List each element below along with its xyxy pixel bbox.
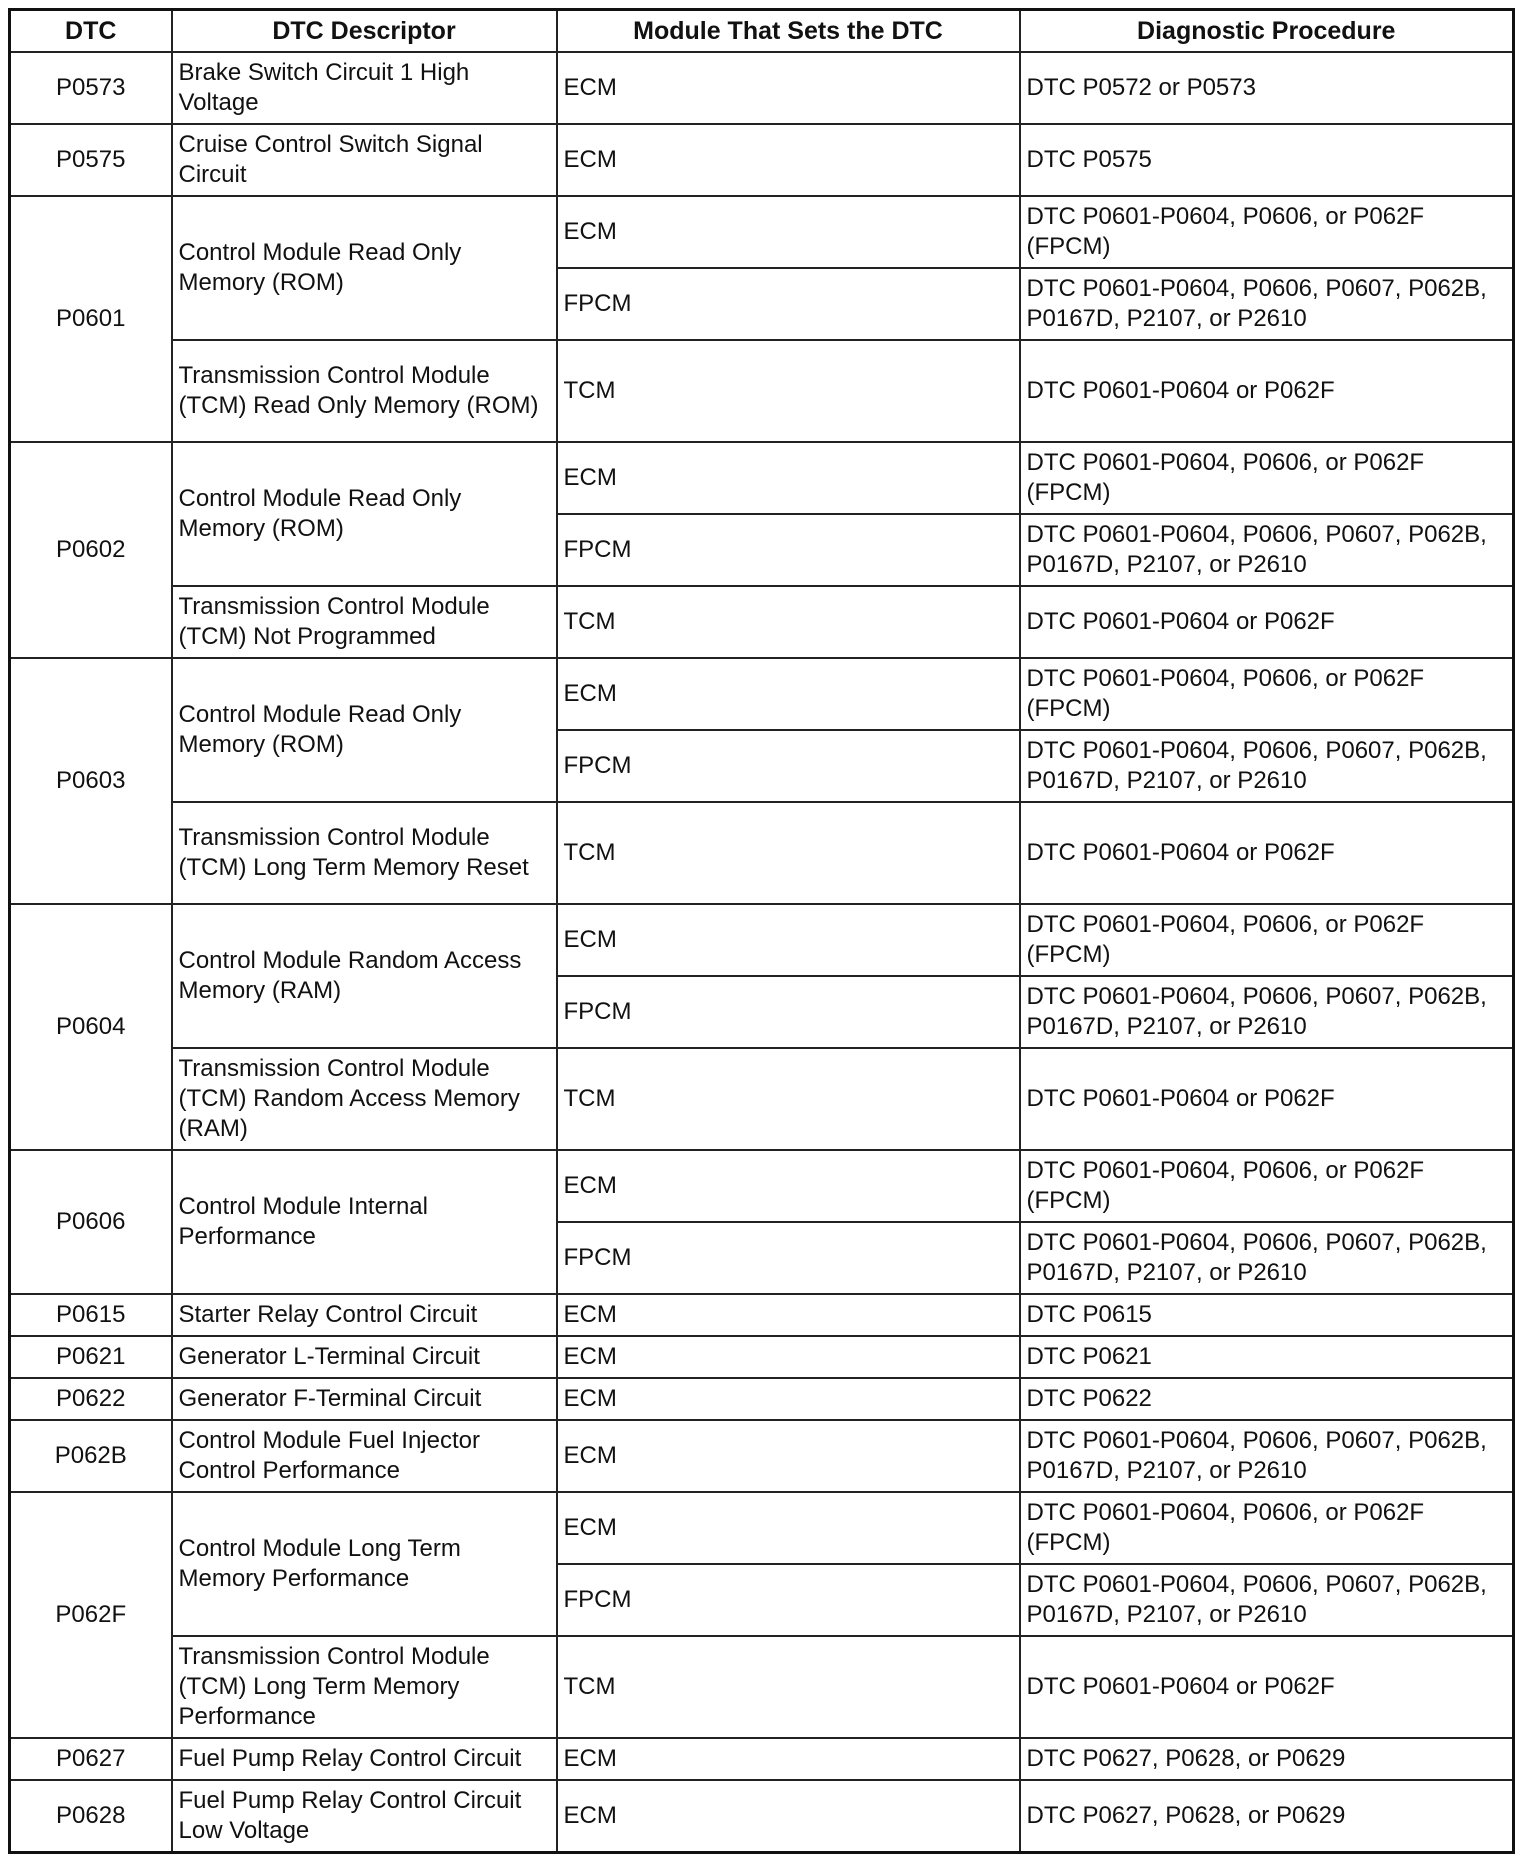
dtc-descriptor: Control Module Read Only Memory (ROM) — [172, 442, 557, 586]
procedure: DTC P0601-P0604, P0606, P0607, P062B, P0167D, P2107, or P2610 — [1020, 1222, 1514, 1294]
dtc-code: P0604 — [10, 904, 172, 1150]
procedure: DTC P0601-P0604, P0606, P0607, P062B, P0167D, P2107, or P2610 — [1020, 268, 1514, 340]
procedure: DTC P0601-P0604, P0606, P0607, P062B, P0167D, P2107, or P2610 — [1020, 976, 1514, 1048]
dtc-descriptor: Generator F-Terminal Circuit — [172, 1378, 557, 1420]
module: ECM — [557, 1780, 1020, 1852]
procedure: DTC P0601-P0604, P0606, or P062F (FPCM) — [1020, 196, 1514, 268]
procedure: DTC P0601-P0604, P0606, P0607, P062B, P0167D, P2107, or P2610 — [1020, 730, 1514, 802]
module: ECM — [557, 52, 1020, 124]
dtc-descriptor: Fuel Pump Relay Control Circuit — [172, 1738, 557, 1780]
dtc-table — [8, 8, 1515, 1854]
procedure: DTC P0601-P0604, P0606, or P062F (FPCM) — [1020, 442, 1514, 514]
module: ECM — [557, 124, 1020, 196]
dtc-descriptor: Transmission Control Module (TCM) Not Programmed — [172, 586, 557, 658]
header-row — [10, 10, 1514, 53]
dtc-descriptor: Control Module Internal Performance — [172, 1150, 557, 1294]
table-row — [10, 802, 1514, 904]
module: ECM — [557, 1420, 1020, 1492]
procedure: DTC P0601-P0604 or P062F — [1020, 802, 1514, 904]
dtc-code: P0627 — [10, 1738, 172, 1780]
module: ECM — [557, 1294, 1020, 1336]
dtc-descriptor: Control Module Long Term Memory Performance — [172, 1492, 557, 1636]
dtc-code: P0628 — [10, 1780, 172, 1852]
module: ECM — [557, 1378, 1020, 1420]
module: ECM — [557, 658, 1020, 730]
dtc-descriptor: Cruise Control Switch Signal Circuit — [172, 124, 557, 196]
table-row — [10, 658, 1514, 730]
procedure: DTC P0575 — [1020, 124, 1514, 196]
dtc-code: P0575 — [10, 124, 172, 196]
dtc-code: P062F — [10, 1492, 172, 1738]
procedure: DTC P0622 — [1020, 1378, 1514, 1420]
dtc-descriptor: Control Module Read Only Memory (ROM) — [172, 658, 557, 802]
procedure: DTC P0627, P0628, or P0629 — [1020, 1780, 1514, 1852]
table-row — [10, 1780, 1514, 1852]
module: ECM — [557, 442, 1020, 514]
dtc-code: P062B — [10, 1420, 172, 1492]
table-row — [10, 1294, 1514, 1336]
dtc-descriptor: Transmission Control Module (TCM) Long Term Memory Performance — [172, 1636, 557, 1738]
module: FPCM — [557, 976, 1020, 1048]
procedure: DTC P0601-P0604 or P062F — [1020, 1048, 1514, 1150]
module: FPCM — [557, 268, 1020, 340]
procedure: DTC P0601-P0604, P0606, or P062F (FPCM) — [1020, 904, 1514, 976]
table-header — [10, 10, 1514, 53]
dtc-descriptor: Starter Relay Control Circuit — [172, 1294, 557, 1336]
table-row — [10, 1420, 1514, 1492]
table-body — [10, 52, 1514, 1852]
document-page — [8, 8, 1512, 1856]
dtc-descriptor: Brake Switch Circuit 1 High Voltage — [172, 52, 557, 124]
procedure: DTC P0601-P0604, P0606, or P062F (FPCM) — [1020, 658, 1514, 730]
dtc-code: P0603 — [10, 658, 172, 904]
procedure: DTC P0572 or P0573 — [1020, 52, 1514, 124]
dtc-descriptor: Control Module Random Access Memory (RAM) — [172, 904, 557, 1048]
procedure: DTC P0601-P0604, P0606, P0607, P062B, P0167D, P2107, or P2610 — [1020, 514, 1514, 586]
module: TCM — [557, 1048, 1020, 1150]
dtc-descriptor: Control Module Read Only Memory (ROM) — [172, 196, 557, 340]
module: TCM — [557, 1636, 1020, 1738]
header-module: Module That Sets the DTC — [557, 10, 1020, 53]
table-row — [10, 1738, 1514, 1780]
table-row — [10, 340, 1514, 442]
header-dtc: DTC — [10, 10, 172, 53]
dtc-descriptor: Transmission Control Module (TCM) Random Access Memory (RAM) — [172, 1048, 557, 1150]
procedure: DTC P0601-P0604 or P062F — [1020, 1636, 1514, 1738]
dtc-code: P0602 — [10, 442, 172, 658]
module: TCM — [557, 802, 1020, 904]
dtc-descriptor: Transmission Control Module (TCM) Read Only Memory (ROM) — [172, 340, 557, 442]
dtc-descriptor: Control Module Fuel Injector Control Performance — [172, 1420, 557, 1492]
table-row — [10, 196, 1514, 268]
dtc-descriptor: Fuel Pump Relay Control Circuit Low Voltage — [172, 1780, 557, 1852]
module: TCM — [557, 586, 1020, 658]
procedure: DTC P0621 — [1020, 1336, 1514, 1378]
module: ECM — [557, 1150, 1020, 1222]
procedure: DTC P0601-P0604, P0606, or P062F (FPCM) — [1020, 1150, 1514, 1222]
module: ECM — [557, 1336, 1020, 1378]
module: ECM — [557, 1492, 1020, 1564]
procedure: DTC P0601-P0604, P0606, or P062F (FPCM) — [1020, 1492, 1514, 1564]
procedure: DTC P0627, P0628, or P0629 — [1020, 1738, 1514, 1780]
table-row — [10, 442, 1514, 514]
table-row — [10, 52, 1514, 124]
table-row — [10, 1636, 1514, 1738]
procedure: DTC P0601-P0604 or P062F — [1020, 586, 1514, 658]
dtc-code: P0615 — [10, 1294, 172, 1336]
header-procedure: Diagnostic Procedure — [1020, 10, 1514, 53]
procedure: DTC P0601-P0604, P0606, P0607, P062B, P0167D, P2107, or P2610 — [1020, 1420, 1514, 1492]
procedure: DTC P0601-P0604, P0606, P0607, P062B, P0167D, P2107, or P2610 — [1020, 1564, 1514, 1636]
table-row — [10, 1048, 1514, 1150]
table-row — [10, 1492, 1514, 1564]
table-row — [10, 904, 1514, 976]
module: FPCM — [557, 1564, 1020, 1636]
dtc-code: P0621 — [10, 1336, 172, 1378]
procedure: DTC P0615 — [1020, 1294, 1514, 1336]
module: ECM — [557, 904, 1020, 976]
table-row — [10, 124, 1514, 196]
dtc-code: P0622 — [10, 1378, 172, 1420]
module: ECM — [557, 1738, 1020, 1780]
header-descriptor: DTC Descriptor — [172, 10, 557, 53]
table-row — [10, 586, 1514, 658]
table-row — [10, 1336, 1514, 1378]
module: TCM — [557, 340, 1020, 442]
dtc-code: P0606 — [10, 1150, 172, 1294]
module: FPCM — [557, 1222, 1020, 1294]
module: FPCM — [557, 514, 1020, 586]
dtc-code: P0601 — [10, 196, 172, 442]
procedure: DTC P0601-P0604 or P062F — [1020, 340, 1514, 442]
dtc-descriptor: Transmission Control Module (TCM) Long Term Memory Reset — [172, 802, 557, 904]
module: FPCM — [557, 730, 1020, 802]
dtc-code: P0573 — [10, 52, 172, 124]
dtc-descriptor: Generator L-Terminal Circuit — [172, 1336, 557, 1378]
table-row — [10, 1378, 1514, 1420]
module: ECM — [557, 196, 1020, 268]
table-row — [10, 1150, 1514, 1222]
